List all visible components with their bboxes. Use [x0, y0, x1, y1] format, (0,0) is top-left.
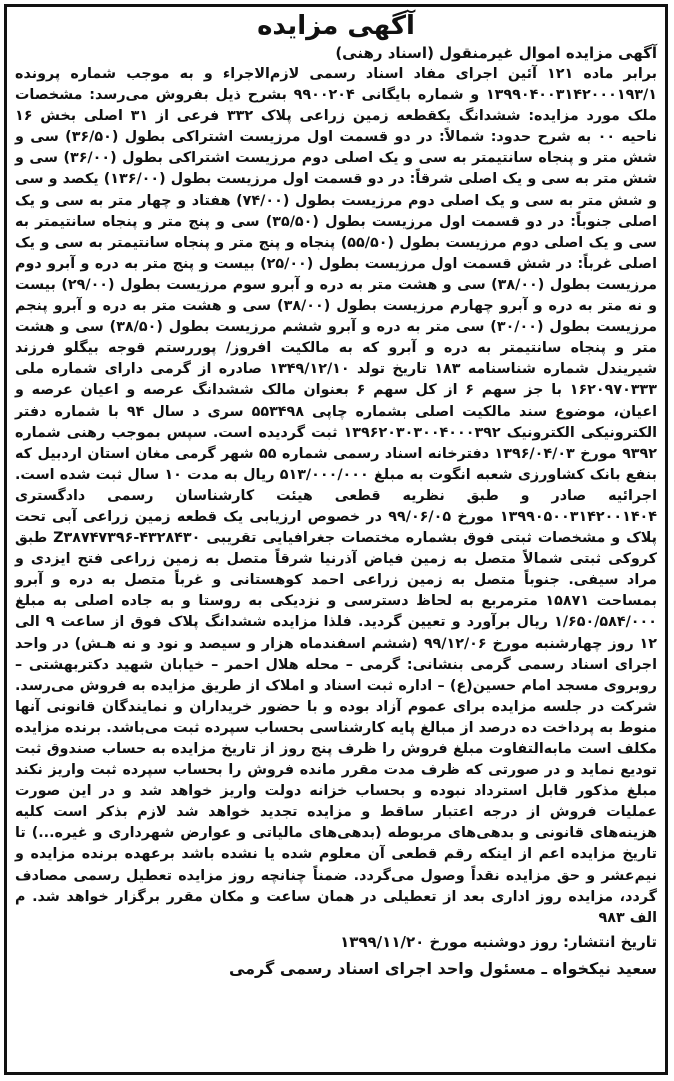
notice-subtitle: آگهی مزایده اموال غیرمنقول (اسناد رهنی): [335, 44, 657, 62]
notice-title: آگهی مزایده: [257, 11, 415, 41]
auction-notice: [4, 4, 668, 1075]
publish-date: تاریخ انتشار: روز دوشنبه مورخ ۱۳۹۹/۱۱/۲۰: [340, 932, 657, 951]
signature: سعید نیکخواه ـ مسئول واحد اجرای اسناد رسمی گرمی: [228, 958, 657, 978]
notice-body: برابر ماده ۱۲۱ آئین اجرای مفاد اسناد رسمی لازم‌الاجراء و به موجب شماره پرونده ۱۳۹۹۰۴۰۰۳۱۴۲۰۰۰۱۹۳/۱ و شماره بایگانی ۹۹۰۰۲۰۴ بشرح ذیل بفروش می‌رسد: مشخصات ملک مورد مزایده: ششدانگ یکقطعه زمین زراعی پلاک ۳۳۲ فرعی از ۳۱ اصلی بخش ۱۶ ناحیه ۰۰ به شرح حدود: شمالاً: در دو قسمت اول مرزیست اشتراکی بطول (۳۶/۵۰) سی و شش متر و پنجاه سانتیمتر به سی و یک اصلی دوم مرزیست اشتراکی بطول (۳۶/۰۰) سی و شش متر به سی و یک اصلی شرقاً: در دو قسمت اول مرزیست بطول (۱۳۶/۰۰) یکصد و سی و شش متر به سی و یک اصلی دوم مرزیست بطول (۷۴/۰۰) هفتاد و چهار متر به سی و یک اصلی جنوباً: در دو قسمت اول مرزیست بطول (۳۵/۵۰) سی و پنج متر و پنجاه سانتیمتر به سی و یک اصلی دوم مرزیست بطول (۵۵/۵۰) پنجاه و پنج متر و پنجاه سانتیمتر به سی و یک اصلی غرباً: در شش قسمت اول مرزیست بطول (۲۵/۰۰) بیست و پنج متر به دره و آبرو دوم مرزیست بطول (۳۸/۰۰) سی و هشت متر به دره و آبرو سوم مرزیست بطول (۲۹/۰۰) بیست و نه متر به دره و آبرو چهارم مرزیست بطول (۳۸/۰۰) سی و هشت متر به دره و آبرو پنجم مرزیست بطول (۳۰/۰۰) سی متر به دره و آبرو ششم مرزیست بطول (۳۸/۵۰) سی و هشت متر و پنجاه سانتیمتر به دره و آبرو که به مالکیت افروز/ پوررستم قوجه بیگلو فرزند شیریندل شماره شناسنامه ۱۸۳ تاریخ تولد ۱۳۴۹/۱۲/۱۰ صادره از گرمی دارای شماره ملی ۱۶۲۰۹۷۰۳۳۳ با جز سهم ۶ از کل سهم ۶ بعنوان مالک ششدانگ عرصه و اعیان عرصه و اعیان، موضوع سند مالکیت اصلی بشماره چاپی ۵۵۳۴۹۸ سری د سال ۹۴ با شماره دفتر الکترونیکی الکترونیک ۱۳۹۶۲۰۳۰۳۰۰۴۰۰۰۳۹۲ ثبت گردیده است. سپس بموجب رهنی شماره ۹۳۹۲ مورخ ۱۳۹۶/۰۴/۰۳ دفترخانه اسناد رسمی شماره ۵۵ شهر گرمی مغان استان اردبیل که بنفع بانک کشاورزی شعبه انگوت به مبلغ ۵۱۳/۰۰۰/۰۰۰ ریال به مدت ۱۰ سال ثبت شده است. اجرائیه صادر و طبق نظریه قطعی هیئت کارشناسان رسمی دادگستری ۱۳۹۹۰۵۰۰۳۱۴۲۰۰۱۴۰۴ مورخ ۹۹/۰۶/۰۵ در خصوص ارزیابی یک قطعه زمین زراعی آبی تحت پلاک و مشخصات ثبتی فوق بشماره مختصات جغرافیایی تقریبی ۴۳۲۸۴۳۰-Z۳۸۷۴۷۳۹۶ طبق کروکی ثبتی شمالاً متصل به زمین فیاض آذرنیا شرقاً متصل به زمین زراعی فتح ایزدی و مراد سیفی. جنوباً متصل به زمین زراعی احمد کوهستانی و غرباً متصل به دره و آبرو بمساحت ۱۵۸۷۱ مترمربع به لحاظ دسترسی و نزدیکی به روستا و به جاده اصلی به مبلغ ۱/۶۵۰/۵۸۴/۰۰۰ ریال برآورد و تعیین گردید. فلذا مزایده ششدانگ پلاک فوق از ساعت ۹ الی ۱۲ روز چهارشنبه مورخ ۹۹/۱۲/۰۶ (ششم اسفندماه هزار و سیصد و نود و نه هـش) در واحد اجرای اسناد رسمی گرمی بنشانی: گرمی – محله هلال احمر – خیابان شهید دکتربهشتی – روبروی مسجد امام حسین(ع) – اداره ثبت اسناد و املاک از طریق مزایده به فروش می‌رسد. شرکت در جلسه مزایده برای عموم آزاد بوده و با حضور خریداران و نمایندگان قانونی آنها منوط به پرداخت ده درصد از مبالغ پایه کارشناسی بحساب سپرده ثبت می‌باشد. برنده مزایده مکلف است مابه‌التفاوت مبلغ فروش را ظرف پنج روز از تاریخ مزایده به حساب صندوق ثبت تودیع نماید و در صورتی که ظرف مدت مقرر مانده فروش را بحساب سپرده ثبت واریز نکند مبلغ مذکور قابل استرداد نبوده و بحساب خزانه دولت واریز خواهد شد و در این صورت عملیات فروش از درجه اعتبار ساقط و مزایده تجدید خواهد شد لازم بذکر است کلیه هزینه‌های قانونی و بدهی‌های مربوطه (بدهی‌های مالیاتی و عوارض شهرداری و غیره...) تا تاریخ مزایده اعم از اینکه رقم قطعی آن معلوم شده یا نشده باشد برعهده برنده مزایده و نیم‌عشر و حق مزایده نقداً وصول می‌گردد. ضمناً چنانچه روز مزایده تعطیل رسمی مصادف گردد، مزایده روز اداری بعد از تعطیلی در همان ساعت و مکان مقرر برگزار خواهد شد. م الف ۹۸۳: [15, 66, 658, 926]
